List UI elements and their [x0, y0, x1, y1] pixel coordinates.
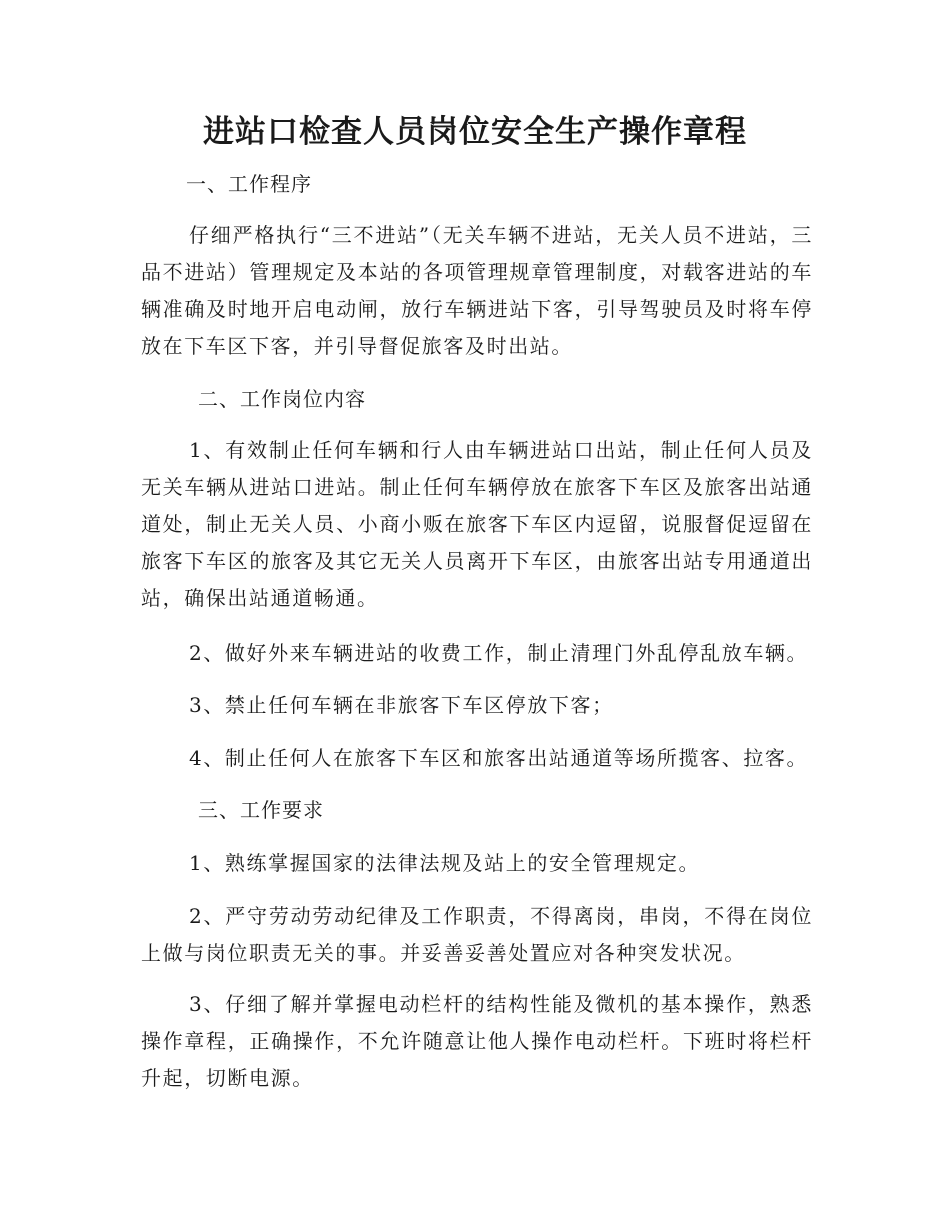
paragraph-work-procedure: 仔细严格执行“三不进站”（无关车辆不进站，无关人员不进站，三品不进站）管理规定及本站的各项管理规章管理制度，对载客进站的车辆准确及时地开启电动闸，放行车辆进站下客，引导驾驶员及时将车停放在下车区下客，并引导督促旅客及时出站。 [141, 223, 813, 358]
list-item: 2、做好外来车辆进站的收费工作，制止清理门外乱停乱放车辆。 [189, 641, 809, 665]
document-title: 进站口检查人员岗位安全生产操作章程 [203, 114, 747, 150]
list-item: 3、禁止任何车辆在非旅客下车区停放下客； [189, 693, 614, 717]
list-item: 1、熟练掌握国家的法律法规及站上的安全管理规定。 [189, 851, 701, 875]
list-item: 4、制止任何人在旅客下车区和旅客出站通道等场所揽客、拉客。 [189, 746, 809, 770]
list-item: 3、仔细了解并掌握电动栏杆的结构性能及微机的基本操作，熟悉操作章程，正确操作，不允许随意让他人操作电动栏杆。下班时将栏杆升起，切断电源。 [141, 992, 813, 1090]
list-item: 2、严守劳动劳动纪律及工作职责，不得离岗，串岗，不得在岗位上做与岗位职责无关的事。并妥善妥善处置应对各种突发状况。 [141, 904, 813, 965]
list-item: 1、有效制止任何车辆和行人由车辆进站口出站，制止任何人员及无关车辆从进站口进站。制止任何车辆停放在旅客下车区及旅客出站通道处，制止无关人员、小商小贩在旅客下车区内逗留，说服督促逗留在旅客下车区的旅客及其它无关人员离开下车区，由旅客出站专用通道出站，确保出站通道畅通。 [141, 438, 813, 610]
section-heading-job-content: 二、工作岗位内容 [198, 387, 366, 411]
section-heading-work-requirements: 三、工作要求 [198, 798, 324, 822]
section-heading-work-procedure: 一、工作程序 [186, 172, 312, 196]
